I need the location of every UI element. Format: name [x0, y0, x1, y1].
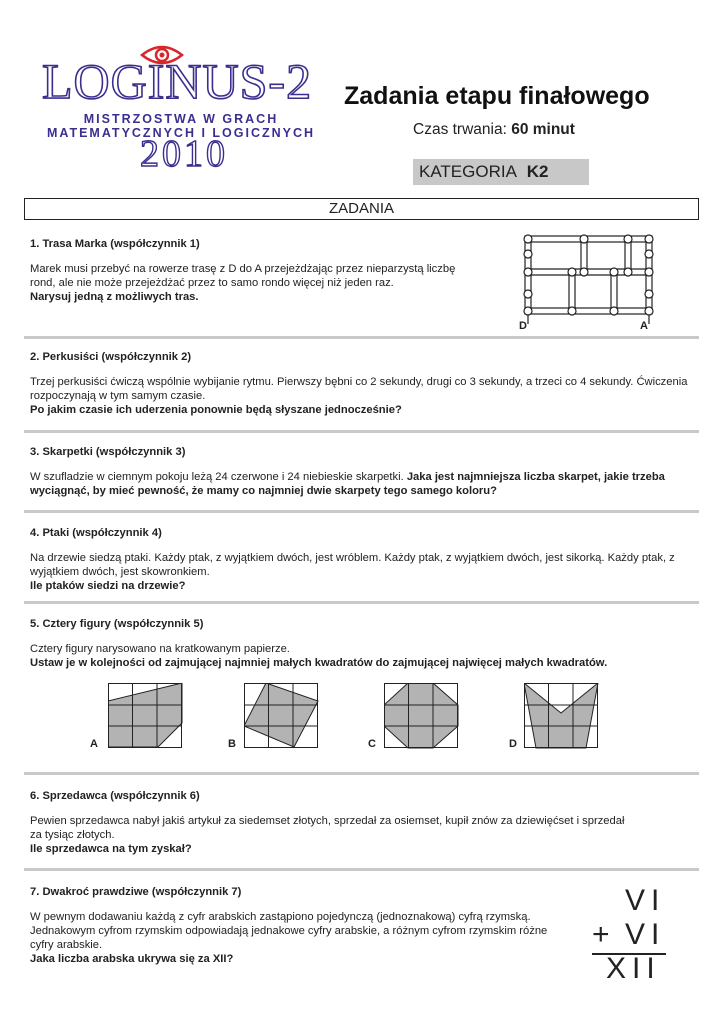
task-title: 4. Ptaki (współczynnik 4) [30, 527, 162, 539]
category-value: K2 [526, 162, 549, 181]
divider [24, 430, 699, 433]
divider [24, 772, 699, 775]
section-title: ZADANIA [24, 198, 699, 220]
task-body: Na drzewie siedzą ptaki. Każdy ptak, z wyjątkiem dwóch, jest wróblem. Każdy ptak, z wyjątkiem dwóch, jest sikorką. Każdy ptak, z wyjątkiem dwóch, jest skowronkiem. [30, 552, 675, 578]
logo-subtitle-line1: MISTRZOSTWA W GRACH [83, 112, 279, 126]
roman-result: XII [606, 952, 661, 985]
task-question: Ile ptaków siedzi na drzewie? [30, 580, 186, 592]
figure-c [384, 683, 459, 749]
figure-a [108, 683, 183, 749]
task-title: 5. Cztery figury (współczynnik 5) [30, 618, 204, 630]
logo-title: LOGINUS-2 [42, 53, 313, 109]
task-question: Jaka liczba arabska ukrywa się za XII? [30, 953, 234, 965]
roundabout-map [515, 228, 665, 330]
map-label-a: A [640, 320, 648, 332]
task-body: W pewnym dodawaniu każdą z cyfr arabskich zastąpiono pojedynczą (jednoznakową) cyfrą rzymską. Jednakowym cyfrom rzymskim odpowiadają jednakowe cyfry arabskie, a różnym cyfrom rzymskim różne cyfry arabskie. [30, 911, 548, 951]
task-title: 2. Perkusiści (współczynnik 2) [30, 351, 192, 363]
task-2 [30, 350, 692, 417]
category-badge [413, 159, 589, 185]
logo-subtitle-line2: MATEMATYCZNYCH I LOGICZNYCH [46, 126, 316, 140]
task-3 [30, 445, 692, 498]
task-question: Narysuj jedną z możliwych tras. [30, 291, 199, 303]
task-title: 1. Trasa Marka (współczynnik 1) [30, 238, 200, 250]
task-question: Ile sprzedawca na tym zyskał? [30, 843, 192, 855]
task-title: 3. Skarpetki (współczynnik 3) [30, 446, 186, 458]
task-question: Po jakim czasie ich uderzenia ponownie będą słyszane jednocześnie? [30, 404, 402, 416]
logo-year: 2010 [140, 133, 228, 175]
task-question: Ustaw je w kolejności od zajmującej najmniej małych kwadratów do zajmującej najwięcej małych kwadratów. [30, 657, 608, 669]
map-label-d: D [519, 320, 527, 332]
roman-addend-2: VI [625, 918, 666, 951]
roman-plus: + [592, 918, 616, 951]
task-body: Cztery figury narysowano na kratkowanym papierze. [30, 643, 290, 655]
task-5 [30, 617, 692, 670]
task-body: Pewien sprzedawca nabył jakiś artykuł za siedemset złotych, sprzedał za osiemset, kupił znów za dziewięćset i sprzedał za tysiąc złotych. [30, 815, 625, 841]
task-1 [30, 237, 470, 304]
duration-label: Czas trwania: [413, 121, 512, 138]
task-body: Trzej perkusiści ćwiczą wspólnie wybijanie rytmu. Pierwszy bębni co 2 sekundy, drugi co 3 sekundy, a trzeci co 4 sekundy. Ćwiczenia rozpoczynają w tym samym czasie. [30, 376, 688, 402]
category-label: KATEGORIA [419, 162, 516, 181]
task-6 [30, 789, 630, 856]
task-title: 7. Dwakroć prawdziwe (współczynnik 7) [30, 886, 242, 898]
divider [24, 601, 699, 604]
figure-b [244, 683, 319, 749]
task-body: Marek musi przebyć na rowerze trasę z D do A przejeżdżając przez nieparzystą liczbę rond, ale nie może przejeżdżać przez to samo rondo więcej niż jeden raz. [30, 263, 456, 289]
divider [24, 336, 699, 339]
task-4 [30, 526, 692, 593]
task-7 [30, 885, 570, 966]
figure-label-d: D [509, 738, 517, 750]
roman-addend-1: VI [625, 884, 666, 917]
task-title: 6. Sprzedawca (współczynnik 6) [30, 790, 200, 802]
figure-d [524, 683, 599, 749]
divider [24, 510, 699, 513]
task-question: Jaka jest najmniejsza liczba skarpet, jakie trzeba wyciągnąć, by mieć pewność, że mamy co najmniej dwie skarpety tego samego koloru? [30, 471, 665, 497]
task-body: W szufladzie w ciemnym pokoju leżą 24 czerwone i 24 niebieskie skarpetki. [30, 471, 407, 483]
duration [413, 121, 575, 139]
figure-label-c: C [368, 738, 376, 750]
page-title: Zadania etapu finałowego [344, 82, 650, 110]
duration-value: 60 minut [511, 121, 575, 138]
figure-label-a: A [90, 738, 98, 750]
figure-label-b: B [228, 738, 236, 750]
divider [24, 868, 699, 871]
